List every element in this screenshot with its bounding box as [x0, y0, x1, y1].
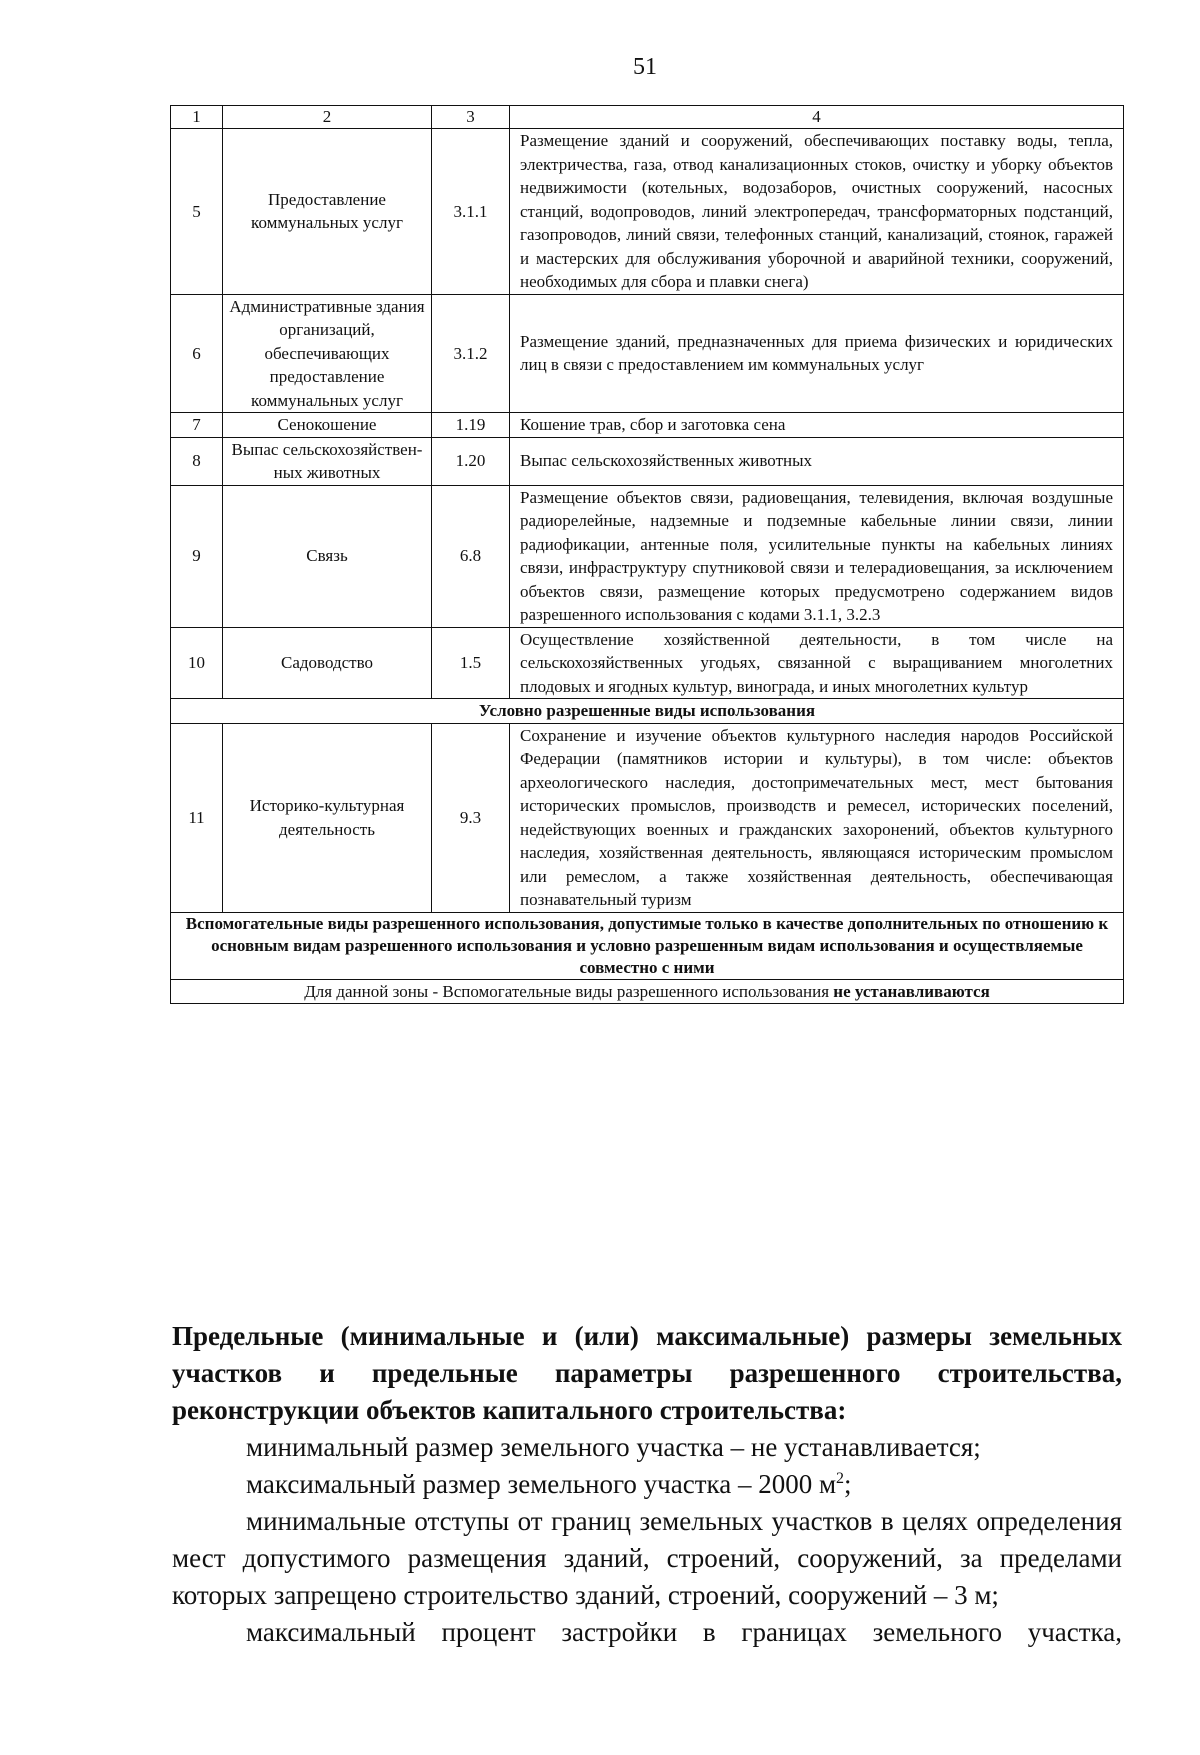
use-type-code: 1.5 [432, 627, 510, 699]
use-type-name: Историко-культурная деятельность [223, 723, 432, 912]
header-cell: 1 [171, 106, 223, 129]
row-number: 5 [171, 129, 223, 295]
table-row [171, 294, 1124, 413]
table-row [171, 129, 1124, 295]
table-row [171, 723, 1124, 912]
row-number: 10 [171, 627, 223, 699]
header-cell: 3 [432, 106, 510, 129]
square-superscript: 2 [836, 1470, 845, 1487]
section-row [171, 699, 1124, 724]
note-row [171, 979, 1124, 1004]
use-type-description: Размещение зданий и сооружений, обеспечивающих поставку воды, тепла, электричества, газа, отвод канализационных стоков, очистку и уборку объектов недвижимости (котельных, водозаборов, очистных сооружений, насосных станций, водопроводов, линий электропередач, трансформаторных подстанций, газопроводов, линий связи, телефонных станций, канализаций, стоянок, гаражей и мастерских для обслуживания уборочной и аварийной техники, сооружений, необходимых для сбора и плавки снега) [510, 129, 1124, 295]
row-number: 9 [171, 485, 223, 627]
use-type-description: Выпас сельскохозяйственных животных [510, 437, 1124, 485]
use-type-name: Садоводство [223, 627, 432, 699]
land-use-table [170, 105, 1124, 1004]
row-number: 6 [171, 294, 223, 413]
use-type-name: Сенокошение [223, 413, 432, 438]
auxiliary-note-emphasis: не устанавливаются [833, 981, 990, 1001]
section-row [171, 912, 1124, 979]
section-title-conditional: Условно разрешенные виды использования [171, 699, 1124, 724]
use-type-name: Предоставление коммунальных услуг [223, 129, 432, 295]
use-type-code: 9.3 [432, 723, 510, 912]
use-type-description: Сохранение и изучение объектов культурного наследия народов Российской Федерации (памятников истории и культуры), в том числе: объектов археологического наследия, достопримечательных мест, мест бытования исторических промыслов, производств и ремесел, исторических поселений, недействующих военных и гражданских захоронений, объектов культурного наследия, хозяйственная деятельность, являющаяся историческим промыслом или ремеслом, а также хозяйственная деятельность, обеспечивающая познавательный туризм [510, 723, 1124, 912]
auxiliary-note [171, 979, 1124, 1004]
table-row [171, 437, 1124, 485]
section-title-auxiliary: Вспомогательные виды разрешенного использования, допустимые только в качестве дополнительных по отношению к основным видам разрешенного использования и условно разрешенным видам использования и осуществляемые совместно с ними [171, 912, 1124, 979]
use-type-code: 1.20 [432, 437, 510, 485]
use-type-code: 6.8 [432, 485, 510, 627]
page-number: 51 [633, 54, 657, 80]
row-number: 7 [171, 413, 223, 438]
header-cell: 2 [223, 106, 432, 129]
use-type-code: 3.1.2 [432, 294, 510, 413]
table-row [171, 627, 1124, 699]
header-cell: 4 [510, 106, 1124, 129]
use-type-description: Размещение зданий, предназначенных для приема физических и юридических лиц в связи с предоставлением им коммунальных услуг [510, 294, 1124, 413]
use-type-description: Размещение объектов связи, радиовещания, телевидения, включая воздушные радиорелейные, надземные и подземные кабельные линии связи, линии радиофикации, антенные поля, усилительные пункты на кабельных линиях связи, инфраструктуру спутниковой связи и телерадиовещания, за исключением объектов связи, размещение которых предусмотрено содержанием видов разрешенного использования с кодами 3.1.1, 3.2.3 [510, 485, 1124, 627]
row-number: 8 [171, 437, 223, 485]
paragraph-setbacks: минимальные отступы от границ земельных участков в целях определения мест допустимого размещения зданий, строений, сооружений, за пределами которых запрещено строительство зданий, строений, сооружений – 3 м; [172, 1506, 1122, 1610]
table-row [171, 485, 1124, 627]
use-type-name: Выпас сельскохозяйствен-ных животных [223, 437, 432, 485]
paragraph-max-coverage: максимальный процент застройки в границах земельного участка, [246, 1617, 1122, 1647]
max-size-text: максимальный размер земельного участка – 2000 м [246, 1469, 837, 1499]
table-row [171, 413, 1124, 438]
use-type-name: Связь [223, 485, 432, 627]
parameters-heading: Предельные (минимальные и (или) максимальные) размеры земельных участков и предельные параметры разрешенного строительства, реконструкции объектов капитального строительства: [172, 1321, 1122, 1425]
use-type-code: 1.19 [432, 413, 510, 438]
table-header-row [171, 106, 1124, 129]
paragraph-min-size: минимальный размер земельного участка – не устанавливается; [246, 1432, 981, 1462]
row-number: 11 [171, 723, 223, 912]
parameters-section [172, 1318, 1122, 1651]
use-type-name: Административные здания организаций, обеспечивающих предоставление коммунальных услуг [223, 294, 432, 413]
auxiliary-note-text: Для данной зоны - Вспомогательные виды разрешенного использования [304, 981, 834, 1001]
use-type-code: 3.1.1 [432, 129, 510, 295]
paragraph-max-size [172, 1466, 1122, 1503]
max-size-suffix: ; [844, 1469, 852, 1499]
use-type-description: Осуществление хозяйственной деятельности, в том числе на сельскохозяйственных угодьях, связанной с выращиванием многолетних плодовых и ягодных культур, винограда, и иных многолетних культур [510, 627, 1124, 699]
use-type-description: Кошение трав, сбор и заготовка сена [510, 413, 1124, 438]
